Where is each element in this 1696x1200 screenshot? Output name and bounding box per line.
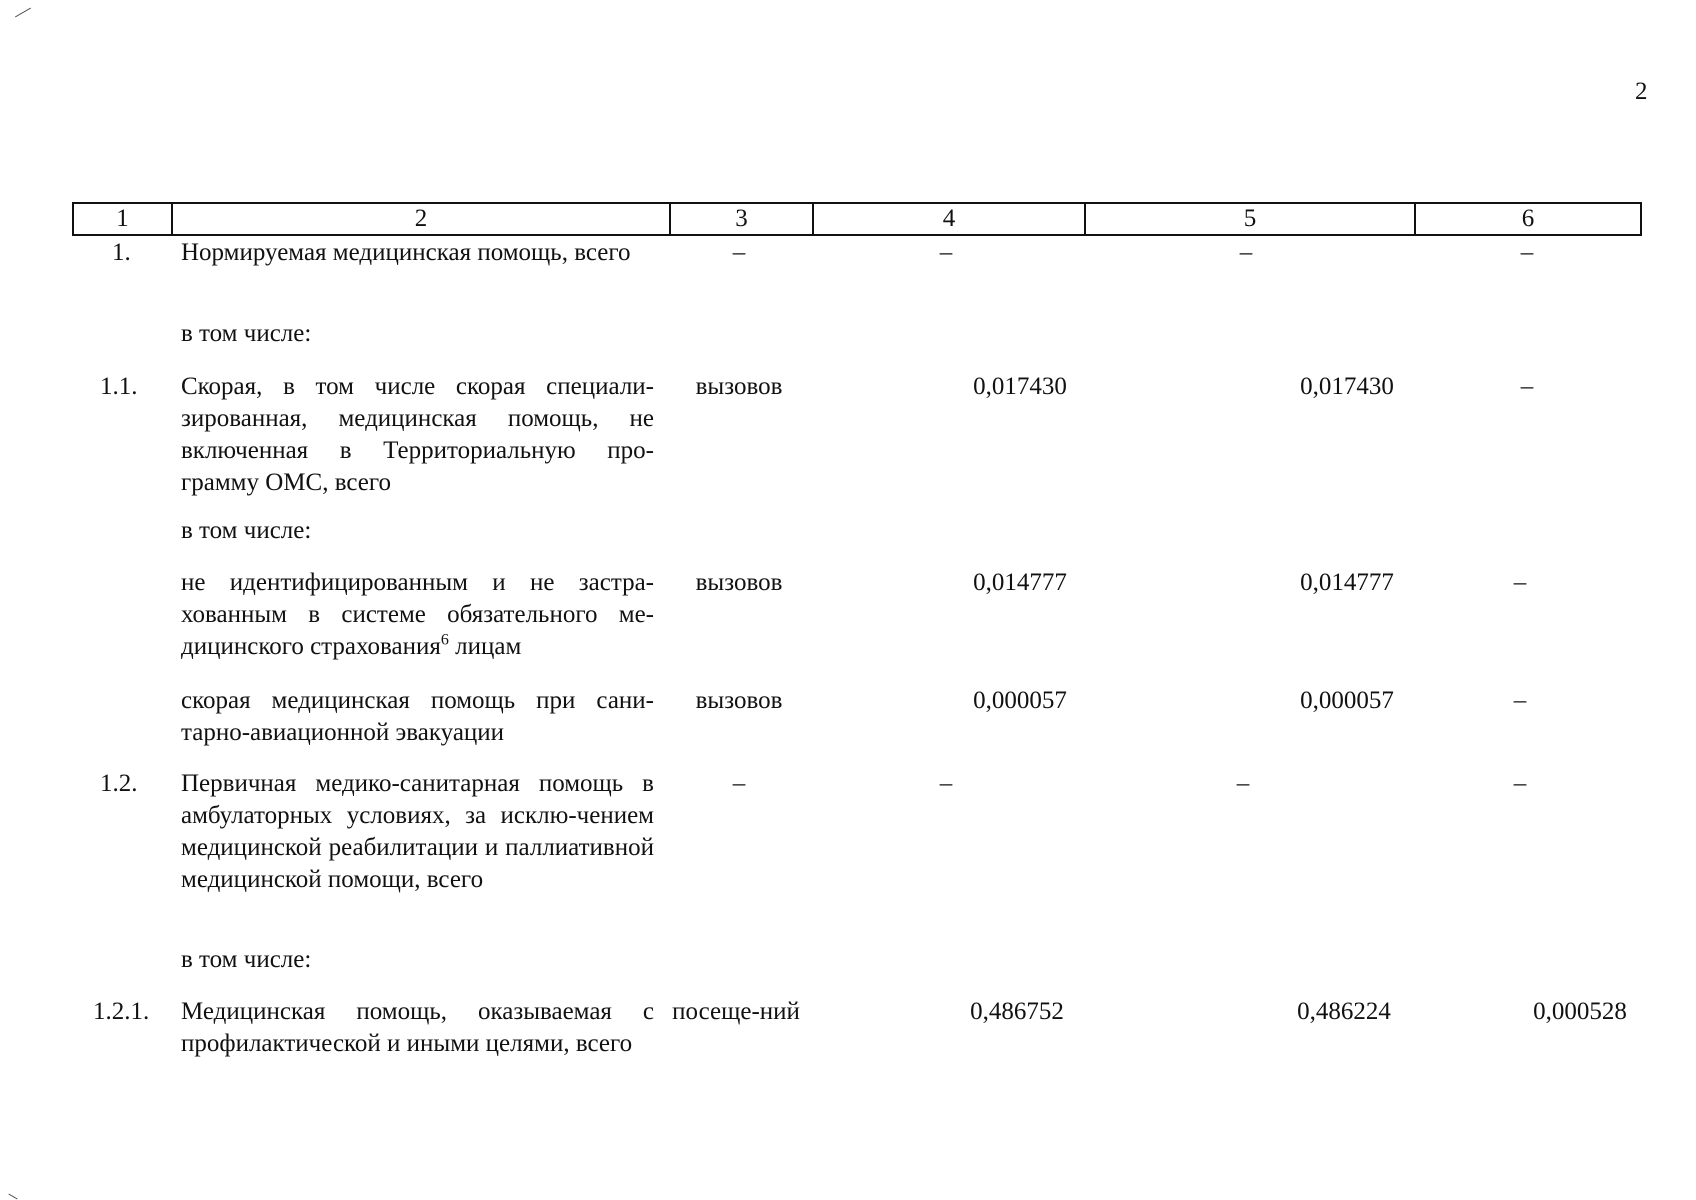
column-header-row	[73, 203, 1641, 235]
row-unit: вызовов	[695, 373, 783, 400]
row-value-col5: 0,486224	[1297, 998, 1391, 1025]
row-value-col6: 0,000528	[1533, 998, 1627, 1025]
column-header-6: 6	[1415, 203, 1641, 235]
row-value-col4: 0,014777	[973, 569, 1067, 596]
row-value-col6: –	[1513, 687, 1527, 714]
column-header-5: 5	[1085, 203, 1415, 235]
row-value-col4: 0,486752	[970, 998, 1064, 1025]
row-value-col4: –	[939, 770, 953, 797]
row-description: Медицинская помощь, оказываемая с профилактической и иными целями, всего	[181, 998, 654, 1057]
footnote-marker: 6	[440, 631, 449, 649]
row-value-col4: 0,017430	[973, 373, 1067, 400]
row-number: 1.	[112, 239, 131, 266]
row-unit: посеще-ний	[672, 998, 800, 1025]
row-number: 1.2.	[100, 770, 138, 797]
row-description: Скорая, в том числе скорая специали-зированная, медицинская помощь, не включенная в Территориальную про-грамму ОМС, всего	[181, 373, 654, 496]
row-number: 1.2.1.	[93, 998, 150, 1025]
page-number: 2	[1635, 78, 1648, 105]
row-description: скорая медицинская помощь при сани-тарно-авиационной эвакуации	[181, 687, 654, 746]
row-value-col4: –	[939, 239, 953, 266]
row-value-col6: –	[1513, 770, 1527, 797]
row-subheading: в том числе:	[181, 517, 312, 544]
column-header-4: 4	[813, 203, 1085, 235]
row-unit: –	[732, 770, 746, 797]
column-header-3: 3	[670, 203, 813, 235]
row-subheading: в том числе:	[181, 320, 312, 347]
column-header-table	[72, 202, 1642, 236]
row-value-col6: –	[1520, 239, 1534, 266]
row-description	[181, 567, 654, 663]
row-unit: вызовов	[695, 687, 783, 714]
row-value-col6: –	[1520, 373, 1534, 400]
row-value-col6: –	[1513, 569, 1527, 596]
row-description-main: не идентифицированным и не застра-хованным в системе обязательного ме-дицинского страхования	[181, 569, 654, 660]
column-header-2: 2	[172, 203, 670, 235]
row-description: Первичная медико-санитарная помощь в амбулаторных условиях, за исклю-чением медицинской реабилитации и паллиативной медицинской помощи, всего	[181, 770, 654, 893]
row-value-col5: 0,017430	[1300, 373, 1394, 400]
row-value-col5: –	[1239, 239, 1253, 266]
scan-mark-top	[15, 8, 31, 18]
row-description: Нормируемая медицинская помощь, всего	[181, 239, 631, 266]
row-value-col5: –	[1236, 770, 1250, 797]
row-description-tail: лицам	[448, 633, 522, 660]
row-unit: вызовов	[695, 569, 783, 596]
row-value-col5: 0,000057	[1300, 687, 1394, 714]
row-unit: –	[732, 239, 746, 266]
column-header-1: 1	[73, 203, 172, 235]
row-value-col4: 0,000057	[973, 687, 1067, 714]
row-value-col5: 0,014777	[1300, 569, 1394, 596]
scan-mark-bottom	[8, 1194, 17, 1200]
row-number: 1.1.	[100, 373, 138, 400]
row-subheading: в том числе:	[181, 946, 312, 973]
